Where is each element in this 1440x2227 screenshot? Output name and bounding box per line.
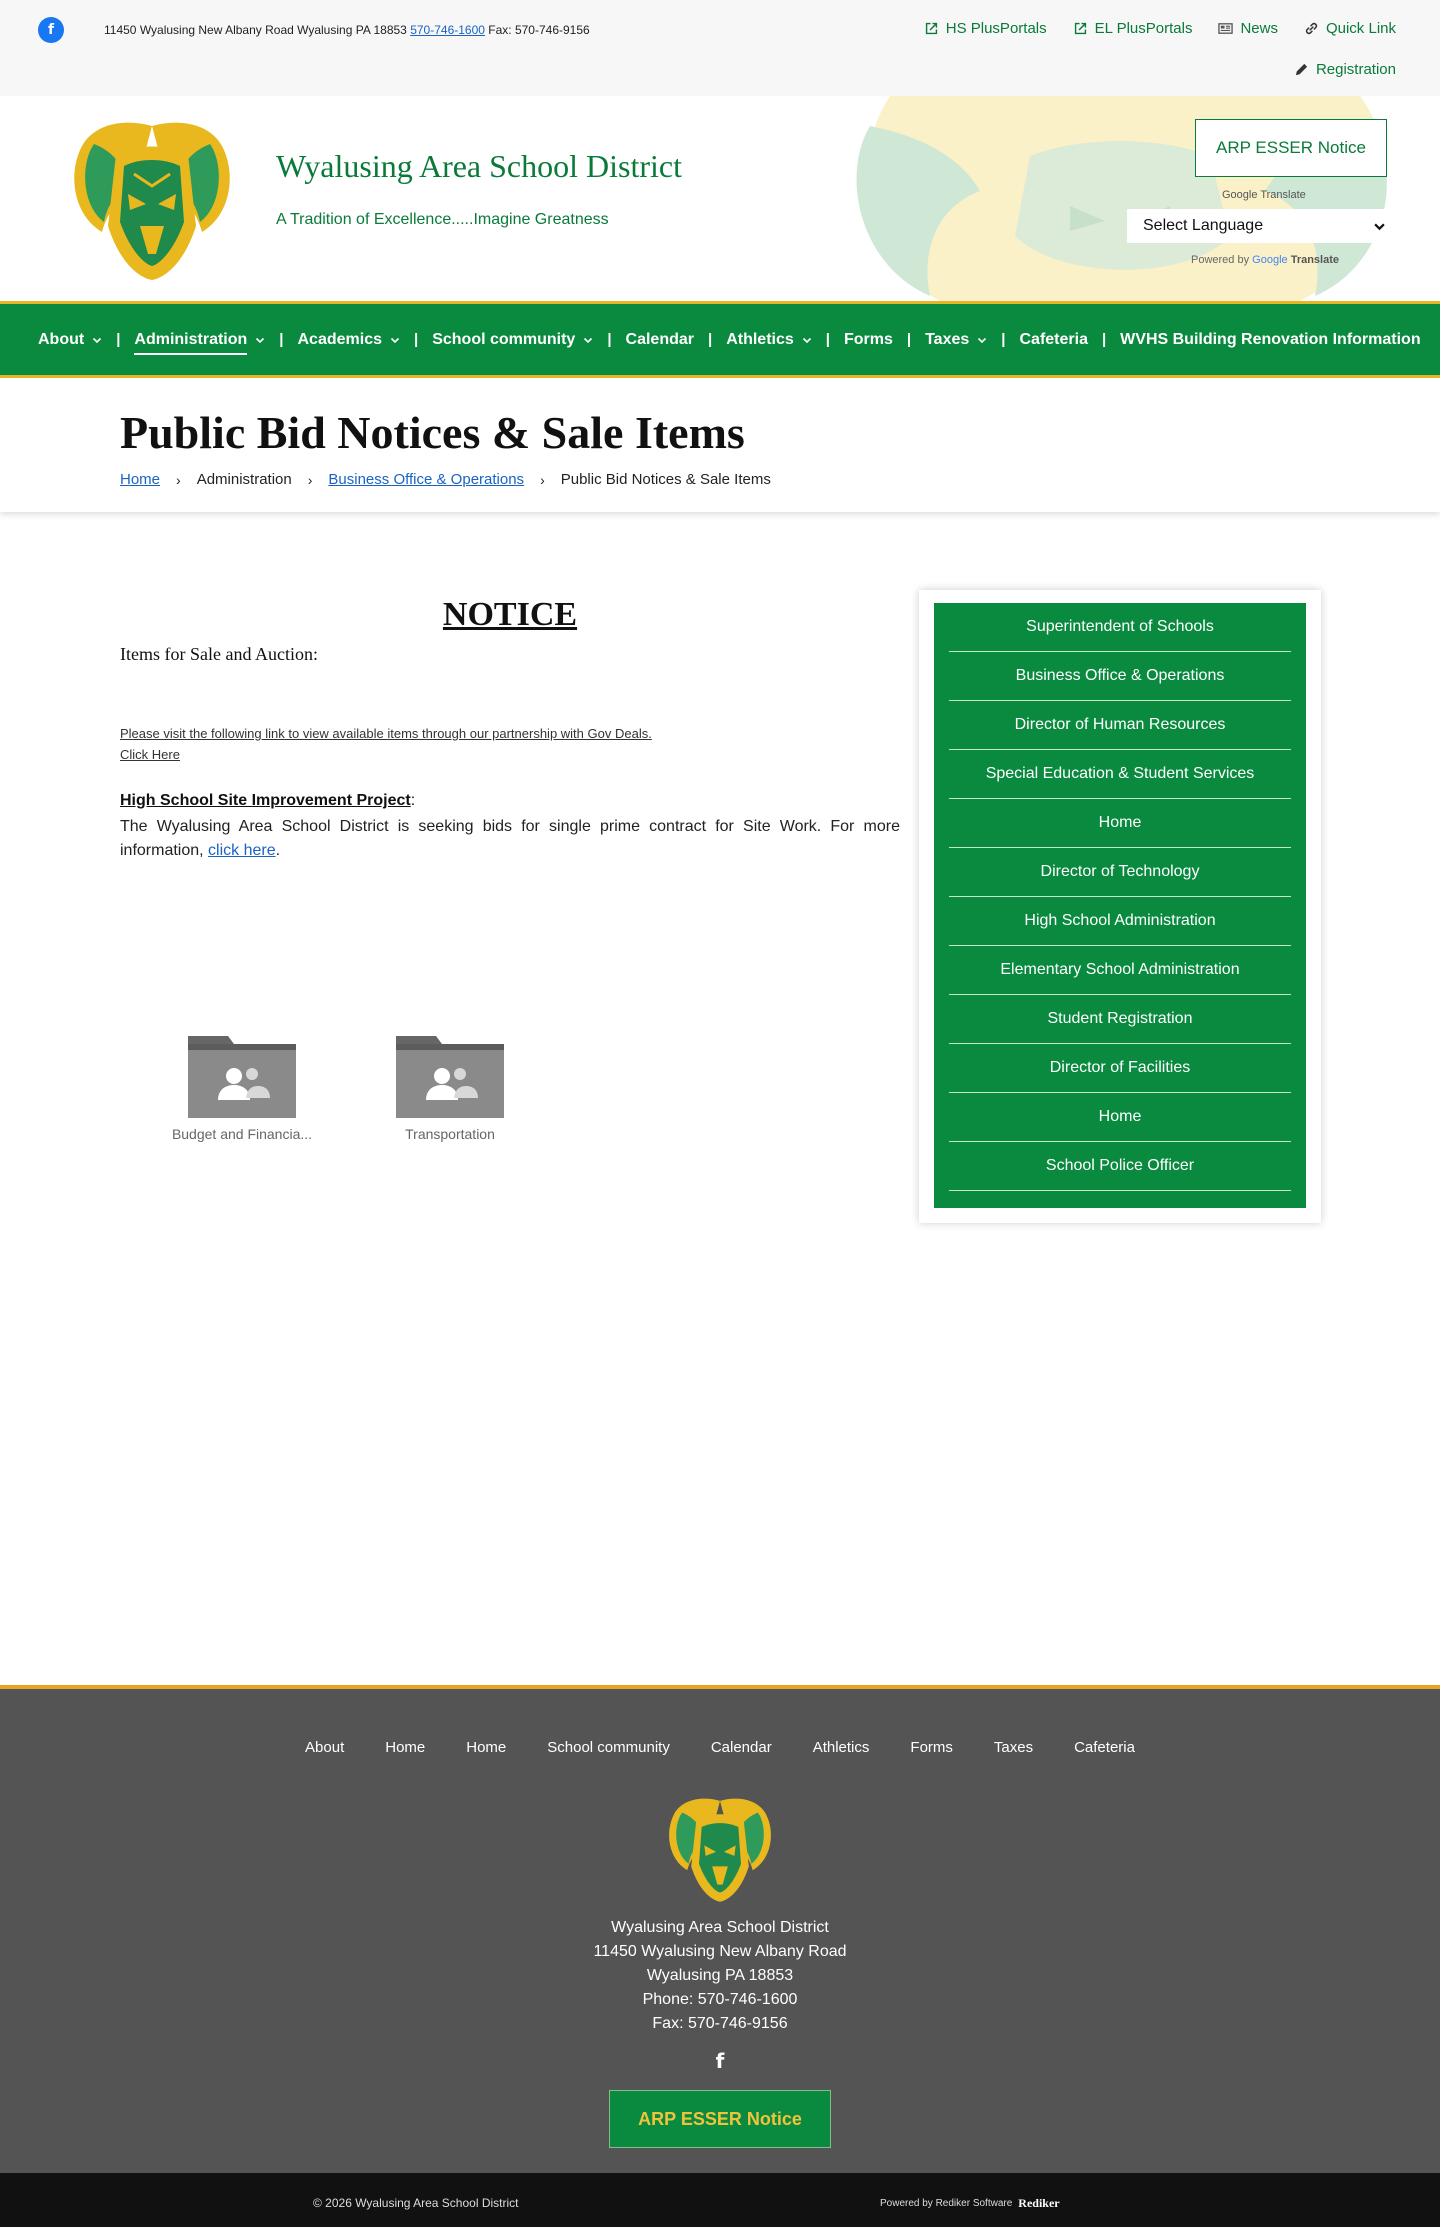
nav-separator: | <box>825 331 830 348</box>
sidebar-item[interactable]: Superintendent of Schools <box>949 603 1291 652</box>
sidebar-item[interactable]: Director of Facilities <box>949 1044 1291 1093</box>
nav-item-athletics[interactable]: Athletics <box>726 331 812 349</box>
link-icon <box>1304 21 1319 36</box>
sidebar-item[interactable]: School Police Officer <box>949 1142 1291 1191</box>
registration-link[interactable]: Registration <box>1294 61 1396 78</box>
footer <box>0 1685 1440 2173</box>
nav-item-forms[interactable]: Forms <box>843 330 893 348</box>
shared-folder-icon <box>394 1032 506 1120</box>
footer-nav-item[interactable]: About <box>305 1739 345 1756</box>
footer-nav-item[interactable]: School community <box>547 1739 670 1756</box>
chevron-down-icon[interactable] <box>802 335 812 345</box>
nav-separator: | <box>607 331 612 348</box>
footer-nav <box>0 1739 1440 1756</box>
chevron-down-icon[interactable] <box>92 335 102 345</box>
nav-item-wvhs-building-renovation-information[interactable]: WVHS Building Renovation Information <box>1120 330 1421 348</box>
ram-logo-icon <box>660 1793 780 1903</box>
el-plusportals-link[interactable]: EL PlusPortals <box>1073 20 1193 37</box>
footer-address-line: Wyalusing PA 18853 <box>646 1967 794 1984</box>
arp-esser-notice-button[interactable]: ARP ESSER Notice <box>1195 119 1387 177</box>
breadcrumb <box>120 471 771 488</box>
click-here-link[interactable]: Click Here <box>120 747 180 762</box>
nav-item-cafeteria[interactable]: Cafeteria <box>1019 330 1088 348</box>
breadcrumb-administration: Administration <box>196 471 292 488</box>
ram-logo-icon <box>64 114 240 282</box>
hs-project-click-here-link[interactable]: click here <box>208 842 276 859</box>
footer-address-line: Phone: 570-746-1600 <box>642 1991 798 2008</box>
fax-text: Fax: 570-746-9156 <box>488 23 590 37</box>
powered-by-google-translate: Powered by Google Translate <box>1191 254 1340 266</box>
footer-address-line: 11450 Wyalusing New Albany Road <box>593 1943 847 1960</box>
sidebar-item[interactable]: Director of Technology <box>949 848 1291 897</box>
gov-deals-link[interactable]: Please visit the following link to view available items through our partnership with Gov Deals. <box>120 726 652 741</box>
top-links <box>924 20 1396 37</box>
nav-item-administration[interactable]: Administration <box>134 325 265 355</box>
quick-link[interactable]: Quick Link <box>1304 20 1396 37</box>
powered-by-rediker[interactable]: Powered by Rediker Software Rediker <box>880 2196 1060 2210</box>
contact-line <box>104 23 590 37</box>
page-title-block <box>0 378 1440 512</box>
top-bar <box>0 0 1440 96</box>
nav-separator: | <box>414 331 419 348</box>
chevron-down-icon[interactable] <box>255 335 265 345</box>
notice-heading: NOTICE <box>442 596 578 633</box>
sidebar-item[interactable]: Elementary School Administration <box>949 946 1291 995</box>
footer-nav-item[interactable]: Taxes <box>993 1739 1034 1756</box>
items-for-sale-text: Items for Sale and Auction: <box>120 644 318 664</box>
footer-nav-item[interactable]: Forms <box>910 1739 953 1756</box>
nav-item-taxes[interactable]: Taxes <box>925 331 987 349</box>
footer-address <box>0 1916 1440 2036</box>
rediker-logo: Rediker <box>1018 2196 1060 2210</box>
chevron-right-icon: › <box>176 471 181 488</box>
hs-project-body: The Wyalusing Area School District is seeking bids for single prime contract for Site Work. For more information, click here. <box>120 818 900 859</box>
footer-facebook-icon[interactable]: f <box>715 2049 725 2073</box>
nav-separator: | <box>116 331 121 348</box>
site-title[interactable]: Wyalusing Area School District <box>276 148 682 184</box>
folder-transportation[interactable]: Transportation <box>375 1032 525 1142</box>
sidebar-item[interactable]: Business Office & Operations <box>949 652 1291 701</box>
google-translate-label: Google Translate <box>1222 189 1306 201</box>
chevron-down-icon[interactable] <box>977 335 987 345</box>
site-tagline: A Tradition of Excellence.....Imagine Greatness <box>276 211 609 228</box>
bottom-bar <box>0 2173 1440 2227</box>
nav-item-school-community[interactable]: School community <box>432 331 593 349</box>
nav-item-calendar[interactable]: Calendar <box>625 330 694 348</box>
footer-nav-item[interactable]: Athletics <box>812 1739 870 1756</box>
sidebar-menu <box>934 603 1306 1208</box>
breadcrumb-current: Public Bid Notices & Sale Items <box>560 471 771 488</box>
address-text: 11450 Wyalusing New Albany Road Wyalusing PA 18853 <box>104 23 407 37</box>
chevron-right-icon: › <box>540 471 545 488</box>
hs-project-heading: High School Site Improvement Project: <box>120 792 416 809</box>
sidebar-item[interactable]: Home <box>949 1093 1291 1142</box>
folder-budget-and-financial[interactable]: Budget and Financia... <box>167 1032 317 1142</box>
nav-separator: | <box>906 331 912 348</box>
sidebar-item[interactable]: High School Administration <box>949 897 1291 946</box>
nav-separator: | <box>1101 331 1107 348</box>
nav-item-academics[interactable]: Academics <box>298 331 401 349</box>
footer-nav-item[interactable]: Home <box>466 1739 507 1756</box>
footer-nav-item[interactable]: Calendar <box>710 1739 772 1756</box>
nav-separator: | <box>279 331 284 348</box>
pencil-icon <box>1294 62 1309 77</box>
footer-address-line: Wyalusing Area School District <box>611 1919 829 1936</box>
copyright: © 2026 Wyalusing Area School District <box>313 2196 519 2210</box>
shared-folder-icon <box>186 1032 298 1120</box>
chevron-right-icon: › <box>307 471 313 488</box>
chevron-down-icon <box>1374 221 1385 232</box>
footer-arp-esser-notice-button[interactable]: ARP ESSER Notice <box>609 2090 831 2148</box>
external-link-icon <box>924 21 939 36</box>
footer-nav-item[interactable]: Home <box>385 1739 426 1756</box>
breadcrumb-business-office[interactable]: Business Office & Operations <box>328 471 525 488</box>
hs-plusportals-link[interactable]: HS PlusPortals <box>924 20 1047 37</box>
nav-separator: | <box>708 331 713 348</box>
sidebar-item[interactable]: Home <box>949 799 1291 848</box>
footer-address-line: Fax: 570-746-9156 <box>652 2015 788 2032</box>
sidebar-item[interactable]: Student Registration <box>949 995 1291 1044</box>
breadcrumb-home[interactable]: Home <box>120 471 161 488</box>
sidebar-item[interactable]: Special Education & Student Services <box>949 750 1291 799</box>
external-link-icon <box>1073 21 1088 36</box>
main-content <box>120 596 900 1142</box>
nav-item-about[interactable]: About <box>38 331 102 349</box>
phone-link[interactable]: 570-746-1600 <box>410 23 485 37</box>
facebook-icon[interactable]: f <box>38 17 64 43</box>
language-select[interactable]: Select Language <box>1127 209 1399 243</box>
chevron-down-icon[interactable] <box>583 335 593 345</box>
sidebar-item[interactable]: Director of Human Resources <box>949 701 1291 750</box>
newspaper-icon <box>1218 21 1233 36</box>
translate-link[interactable]: Translate <box>1290 254 1340 266</box>
news-link[interactable]: News <box>1218 20 1278 37</box>
chevron-down-icon[interactable] <box>390 335 400 345</box>
sidebar-card <box>919 590 1321 1223</box>
main-nav <box>0 301 1440 378</box>
nav-separator: | <box>1001 331 1006 348</box>
site-header <box>0 96 1440 301</box>
page-title: Public Bid Notices & Sale Items <box>120 407 745 458</box>
footer-nav-item[interactable]: Cafeteria <box>1074 1739 1135 1756</box>
